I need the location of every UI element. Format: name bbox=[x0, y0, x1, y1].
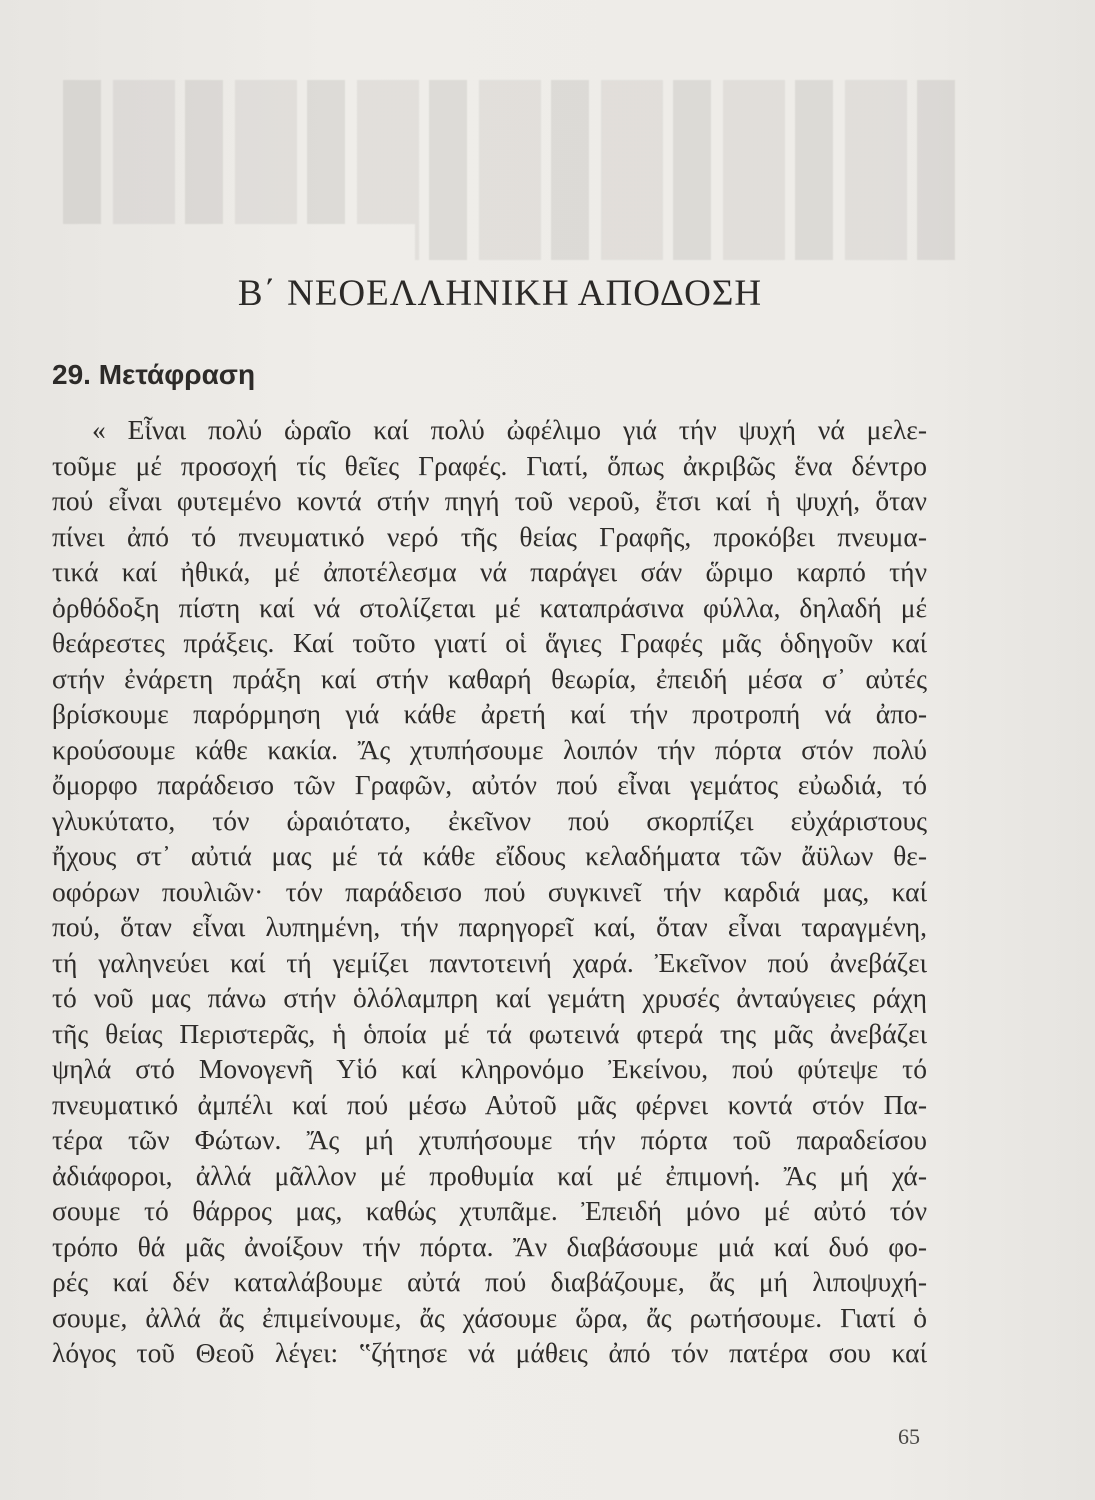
body-line: πνευματικό ἀμπέλι καί πού μέσω Αὐτοῦ μᾶς φέρνει κοντά στόν Πα- bbox=[52, 1088, 927, 1120]
body-line: τρόπο θά μᾶς ἀνοίξουν τήν πόρτα. Ἄν διαβάσουμε μιά καί δυό φο- bbox=[52, 1230, 927, 1262]
sub-heading: 29. Μετάφραση bbox=[52, 359, 256, 390]
body-line: λόγος τοῦ Θεοῦ λέγει: ‟ζήτησε νά μάθεις ἀπό τόν πατέρα σου καί bbox=[52, 1337, 927, 1368]
body-line: στήν ἐνάρετη πράξη καί στήν καθαρή θεωρία, ἐπειδή μέσα σ᾽ αὐτές bbox=[52, 662, 927, 694]
body-line: τέρα τῶν Φώτων. Ἄς μή χτυπήσουμε τήν πόρτα τοῦ παραδείσου bbox=[52, 1124, 927, 1155]
body-line: βρίσκουμε παρόρμηση γιά κάθε ἀρετή καί τήν προτροπή νά ἀπο- bbox=[52, 698, 927, 729]
body-line: ἤχους στ᾽ αὐτιά μας μέ τά κάθε εἴδους κελαδήματα τῶν ἄϋλων θε- bbox=[52, 840, 927, 871]
body-line: « Εἶναι πολύ ὡραῖο καί πολύ ὠφέλιμο γιά τήν ψυχή νά μελε- bbox=[92, 414, 927, 445]
body-line: τικά καί ἠθικά, μέ ἀποτέλεσμα νά παράγει σάν ὥριμο καρπό τήν bbox=[52, 556, 927, 587]
body-line: τή γαληνεύει καί τή γεμίζει παντοτεινή χαρά. Ἐκεῖνον πού ἀνεβάζει bbox=[52, 946, 927, 978]
body-line: τοῦμε μέ προσοχή τίς θεῖες Γραφές. Γιατί, ὅπως ἀκριβῶς ἕνα δέντρο bbox=[52, 449, 927, 481]
body-line: τῆς θείας Περιστερᾶς, ἡ ὁποία μέ τά φωτεινά φτερά της μᾶς ἀνεβάζει bbox=[52, 1017, 927, 1049]
body-text bbox=[52, 412, 927, 1371]
body-line: ὄμορφο παράδεισο τῶν Γραφῶν, αὐτόν πού εἶναι γεμάτος εὐωδιά, τό bbox=[52, 769, 927, 800]
body-line: ἀδιάφοροι, ἀλλά μᾶλλον μέ προθυμία καί μέ ἐπιμονή. Ἄς μή χά- bbox=[52, 1159, 927, 1191]
body-line: πού, ὅταν εἶναι λυπημένη, τήν παρηγορεῖ καί, ὅταν εἶναι ταραγμένη, bbox=[52, 911, 927, 942]
body-line: θεάρεστες πράξεις. Καί τοῦτο γιατί οἱ ἅγιες Γραφές μᾶς ὁδηγοῦν καί bbox=[52, 627, 927, 658]
page-number: 65 bbox=[898, 1424, 920, 1449]
body-line: σουμε τό θάρρος μας, καθώς χτυπᾶμε. Ἐπειδή μόνο μέ αὐτό τόν bbox=[52, 1195, 927, 1226]
body-line: ψηλά στό Μονογενῆ Υἱό καί κληρονόμο Ἐκείνου, πού φύτεψε τό bbox=[52, 1053, 927, 1084]
body-line: ὀρθόδοξη πίστη καί νά στολίζεται μέ καταπράσινα φύλλα, δηλαδή μέ bbox=[52, 591, 927, 623]
body-line: τό νοῦ μας πάνω στήν ὁλόλαμπρη καί γεμάτη χρυσές ἀνταύγειες ράχη bbox=[52, 982, 927, 1013]
body-line: ρές καί δέν καταλάβουμε αὐτά πού διαβάζουμε, ἄς μή λιποψυχή- bbox=[52, 1266, 927, 1297]
body-line: σουμε, ἀλλά ἄς ἐπιμείνουμε, ἄς χάσουμε ὥρα, ἄς ρωτήσουμε. Γιατί ὁ bbox=[52, 1301, 927, 1333]
body-line: πού εἶναι φυτεμένο κοντά στήν πηγή τοῦ νεροῦ, ἔτσι καί ἡ ψυχή, ὅταν bbox=[52, 485, 927, 516]
body-line: οφόρων πουλιῶν· τόν παράδεισο πού συγκινεῖ τήν καρδιά μας, καί bbox=[52, 875, 927, 907]
body-line: πίνει ἀπό τό πνευματικό νερό τῆς θείας Γραφῆς, προκόβει πνευμα- bbox=[52, 520, 927, 552]
bleed-through-texture bbox=[55, 80, 955, 260]
section-title: Β΄ ΝΕΟΕΛΛΗΝΙΚΗ ΑΠΟΔΟΣΗ bbox=[237, 273, 763, 314]
body-line: κρούσουμε κάθε κακία. Ἄς χτυπήσουμε λοιπόν τήν πόρτα στόν πολύ bbox=[52, 733, 927, 765]
body-line: γλυκύτατο, τόν ὡραιότατο, ἐκεῖνον πού σκορπίζει εὐχάριστους bbox=[52, 804, 927, 836]
